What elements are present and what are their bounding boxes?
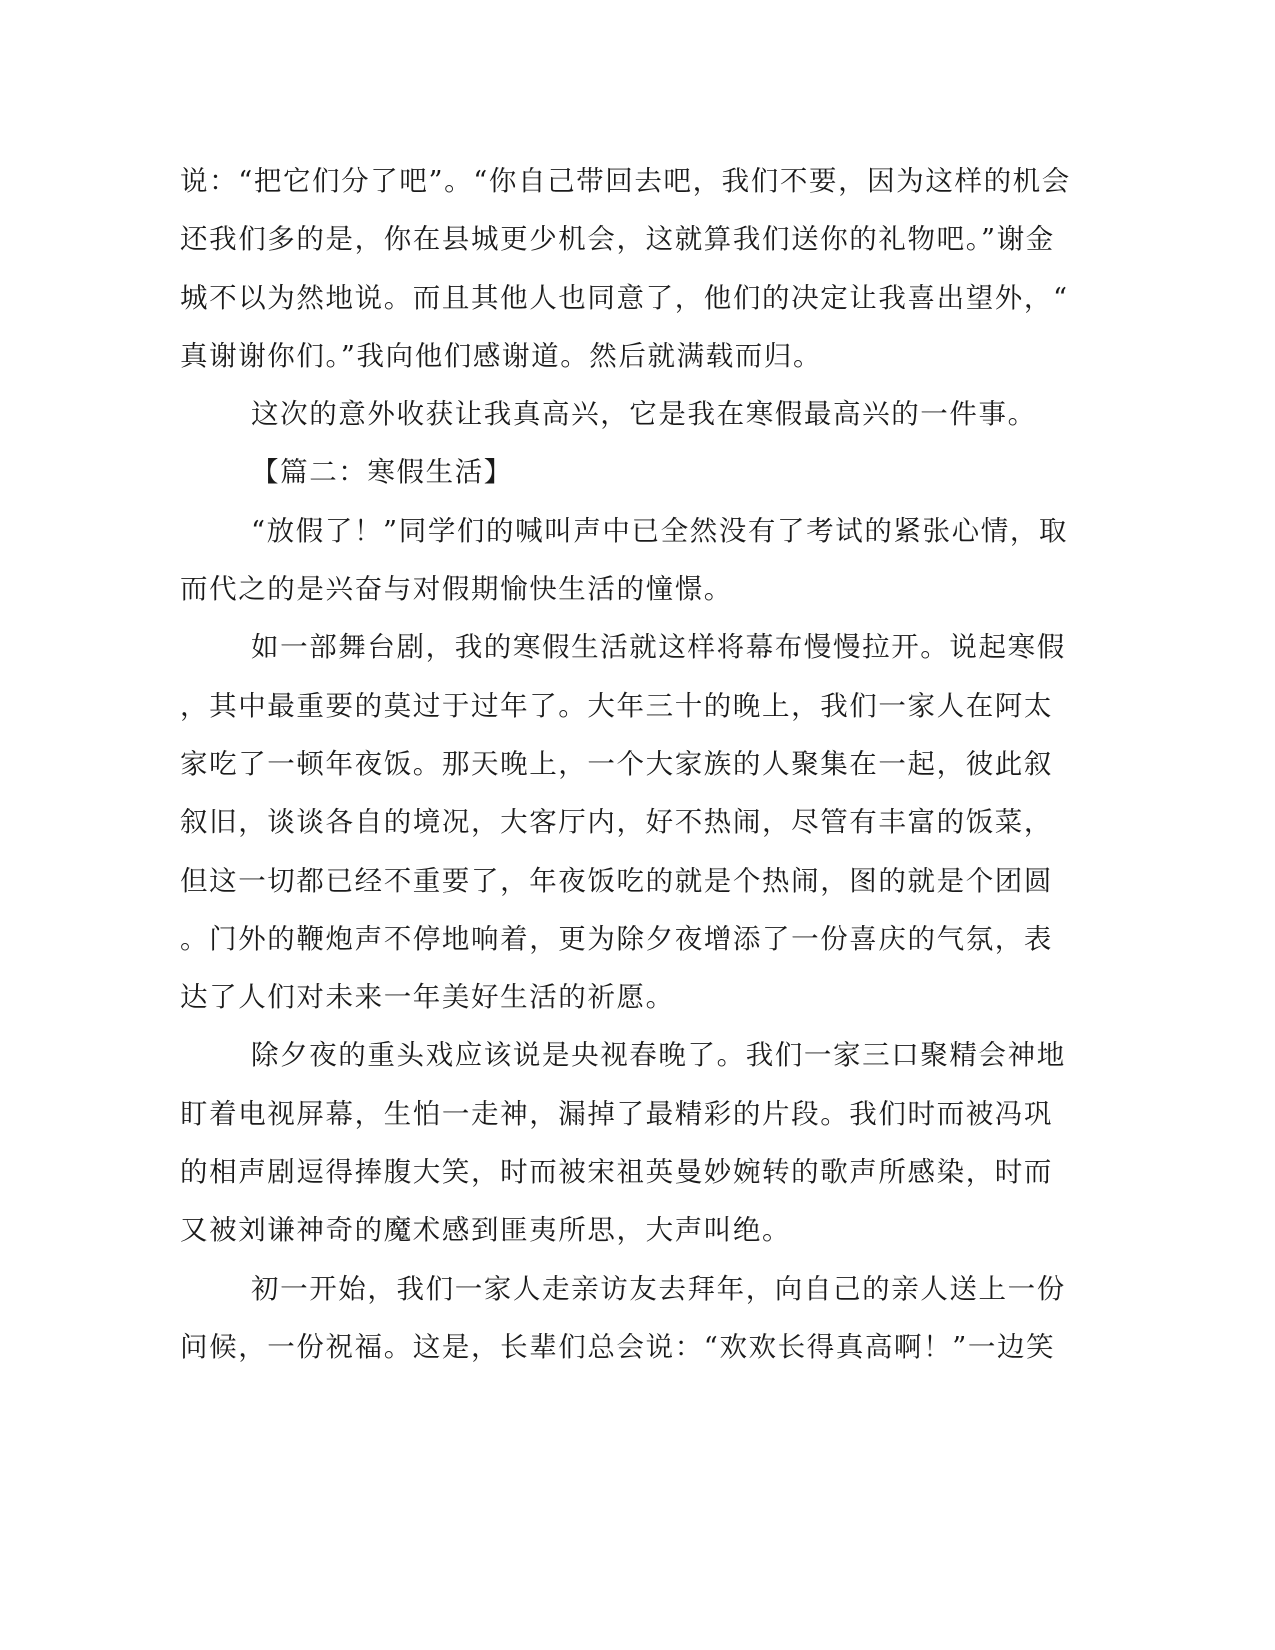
text-line: 问候，一份祝福。这是，长辈们总会说：“欢欢长得真高啊！”一边笑 [180,1330,1056,1363]
paragraph-first-line: “放假了！”同学们的喊叫声中已全然没有了考试的紧张心情，取 [251,514,1069,547]
paragraph-first-line: 如一部舞台剧，我的寒假生活就这样将幕布慢慢拉开。说起寒假 [251,631,1066,664]
paragraph-first-line: 初一开始，我们一家人走亲访友去拜年，向自己的亲人送上一份 [251,1272,1066,1305]
text-line: 叙旧，谈谈各自的境况，大客厅内，好不热闹，尽管有丰富的饭菜， [180,806,1053,839]
document-body [180,152,1071,1376]
section-heading: 【篇二：寒假生活】 [251,456,513,489]
text-line: 真谢谢你们。”我向他们感谢道。然后就满载而归。 [180,339,823,372]
text-line: 家吃了一顿年夜饭。那天晚上，一个大家族的人聚集在一起，彼此叙 [180,747,1053,780]
paragraph-first-line: 这次的意外收获让我真高兴，它是我在寒假最高兴的一件事。 [251,398,1037,431]
text-line: 又被刘谦神奇的魔术感到匪夷所思，大声叫绝。 [180,1214,792,1247]
text-line: 还我们多的是，你在县城更少机会，这就算我们送你的礼物吧。”谢金 [180,223,1055,256]
text-line: 。门外的鞭炮声不停地响着，更为除夕夜增添了一份喜庆的气氛，表 [180,922,1053,955]
text-line: 而代之的是兴奋与对假期愉快生活的憧憬。 [180,573,733,606]
text-line: 达了人们对未来一年美好生活的祈愿。 [180,981,675,1014]
text-line: 说：“把它们分了吧”。“你自己带回去吧，我们不要，因为这样的机会 [180,165,1071,197]
text-line: ，其中最重要的莫过于过年了。大年三十的晚上，我们一家人在阿太 [180,689,1053,722]
text-line: 的相声剧逗得捧腹大笑，时而被宋祖英曼妙婉转的歌声所感染，时而 [180,1156,1053,1189]
text-line: 但这一切都已经不重要了，年夜饭吃的就是个热闹，图的就是个团圆 [180,864,1053,897]
text-line: 盯着电视屏幕，生怕一走神，漏掉了最精彩的片段。我们时而被冯巩 [180,1097,1053,1130]
paragraph-first-line: 除夕夜的重头戏应该说是央视春晚了。我们一家三口聚精会神地 [251,1039,1066,1072]
text-line: 城不以为然地说。而且其他人也同意了，他们的决定让我喜出望外，“ [180,281,1069,314]
